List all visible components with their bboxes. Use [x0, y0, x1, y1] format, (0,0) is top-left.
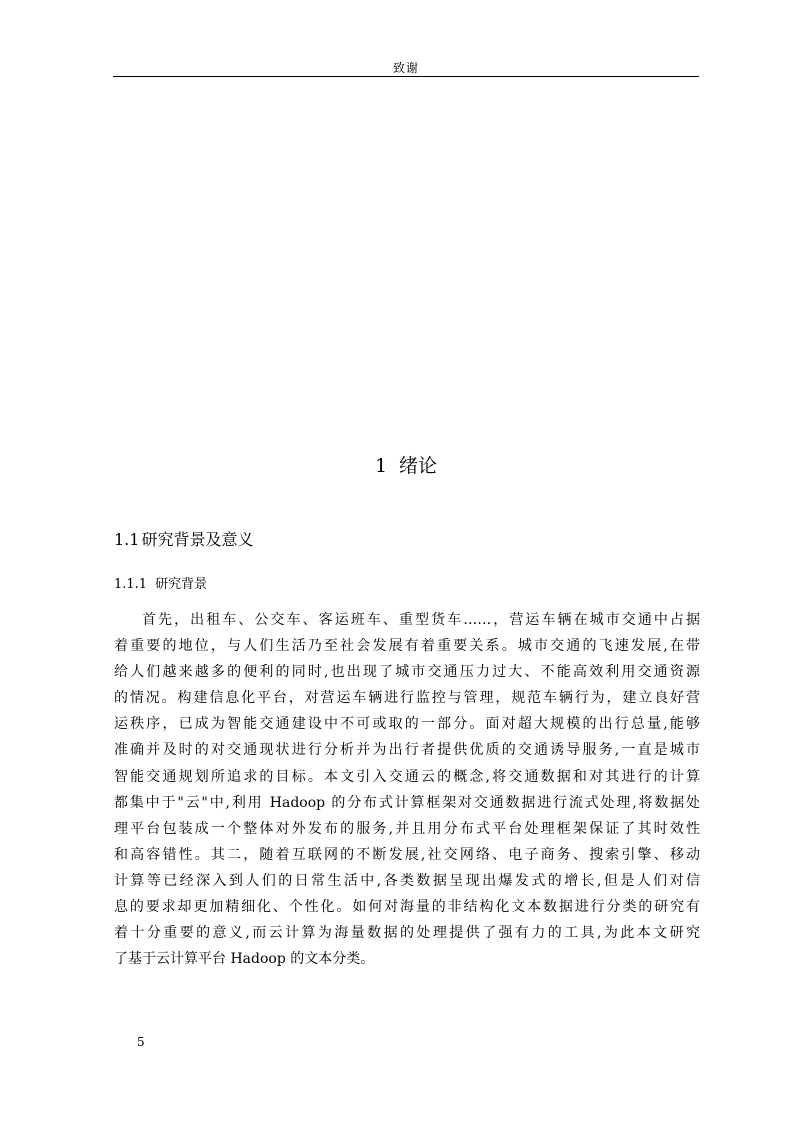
chapter-number: 1: [374, 455, 388, 477]
paragraph-line: 都集中于"云"中,利用 Hadoop 的分布式计算框架对交通数据进行流式处理,将数据处: [114, 794, 700, 811]
running-header: 致谢: [392, 61, 419, 75]
chapter-title: [113, 453, 699, 479]
subsection-title-text: 研究背景: [155, 577, 208, 592]
page-number: 5: [137, 1035, 145, 1049]
chapter-title-text: 绪论: [399, 455, 438, 477]
paragraph-line: 的情况。构建信息化平台，对营运车辆进行监控与管理，规范车辆行为，建立良好营: [114, 690, 700, 707]
subsection-number: 1.1.1: [114, 577, 148, 592]
paragraph-line: 计算等已经深入到人们的日常生活中,各类数据呈现出爆发式的增长,但是人们对信: [114, 872, 700, 889]
body-paragraph: [114, 607, 700, 972]
paragraph-line: 和高容错性。其二，随着互联网的不断发展,社交网络、电子商务、搜索引擎、移动: [114, 846, 700, 863]
paragraph-line: 准确并及时的对交通现状进行分析并为出行者提供优质的交通诱导服务,一直是城市: [114, 742, 700, 759]
paragraph-line: 智能交通规划所追求的目标。本文引入交通云的概念,将交通数据和对其进行的计算: [114, 768, 700, 785]
paragraph-line: 给人们越来越多的便利的同时,也出现了城市交通压力过大、不能高效利用交通资源: [114, 664, 700, 681]
header-rule: [113, 76, 699, 77]
section-title-text: 研究背景及意义: [141, 530, 254, 549]
paragraph-line: 运秩序，已成为智能交通建设中不可或取的一部分。面对超大规模的出行总量,能够: [114, 716, 700, 733]
paragraph-line: 息的要求却更加精细化、个性化。如何对海量的非结构化文本数据进行分类的研究有: [114, 899, 700, 916]
paragraph-line: 首先，出租车、公交车、客运班车、重型货车……，营运车辆在城市交通中占据: [142, 612, 700, 628]
paragraph-line: 理平台包装成一个整体对外发布的服务,并且用分布式平台处理框架保证了其时效性: [114, 820, 700, 837]
section-number: 1.1: [114, 530, 140, 549]
subsection-heading: [114, 575, 207, 595]
paragraph-line: 着十分重要的意义,而云计算为海量数据的处理提供了强有力的工具,为此本文研究: [114, 925, 700, 942]
paragraph-line: 着重要的地位，与人们生活乃至社会发展有着重要关系。城市交通的飞速发展,在带: [114, 638, 700, 655]
paragraph-line: 了基于云计算平台 Hadoop 的文本分类。: [114, 951, 375, 968]
section-heading: [114, 528, 253, 552]
